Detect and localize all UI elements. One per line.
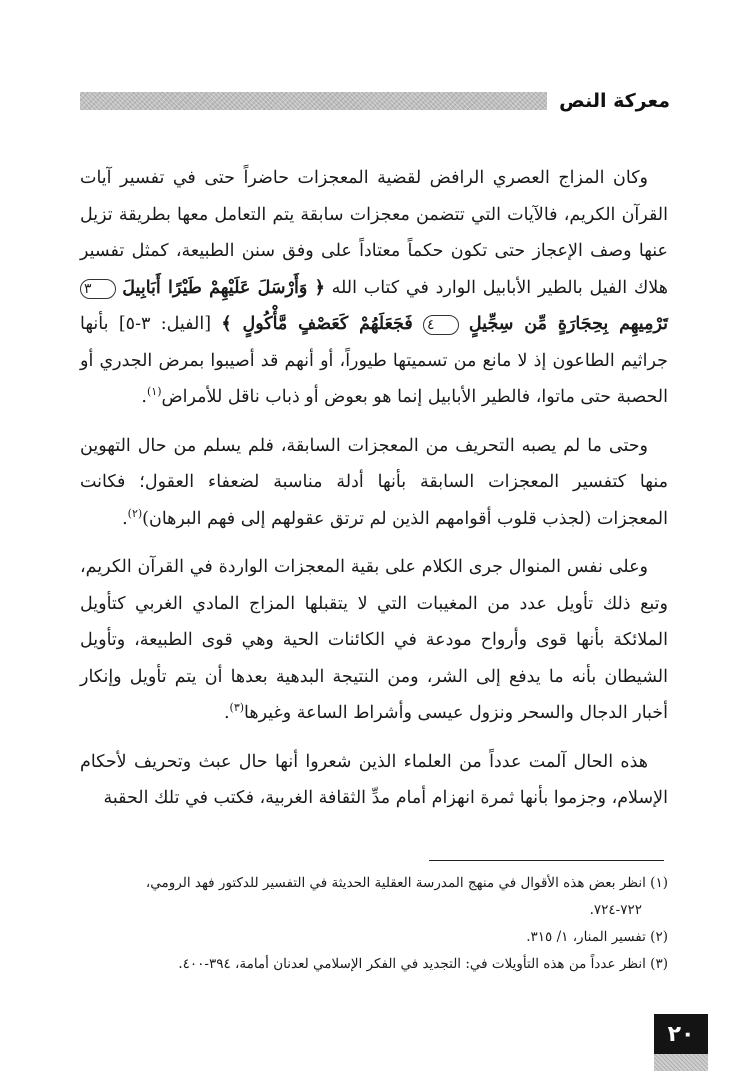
paragraph-3: وعلى نفس المنوال جرى الكلام على بقية المعجزات الواردة في القرآن الكريم، وتبع ذلك تأويل عدد من المغيبات التي لا يتقبلها المزاج المادي الغربي كتأويل الملائكة بأنها قوى وأرواح مودعة في الكائنات الحية وهي قوى الطبيعة، وتأويل الشيطان بأنه ما يدفع إلى الشر، ومن النتيجة البدهية بعدها أن يتم تأويل وإنكار أخبار الدجال والسحر ونزول عيسى وأشراط الساعة وغيرها$^{(٣)}$. xyxy=(80,557,668,723)
footnotes xyxy=(80,870,668,978)
footnote-number: (٢) xyxy=(650,929,668,945)
running-title: معركة النص xyxy=(559,90,670,112)
paragraph-2: وحتى ما لم يصبه التحريف من المعجزات السابقة، فلم يسلم من حال التهوين منها كتفسير المعجزات السابقة بأنها أدلة مناسبة لضعفاء العقول؛ فكانت المعجزات (لجذب قلوب أقوامهم الذين لم ترتق عقولهم إلى فهم البرهان)$^{(٢)}$. xyxy=(80,435,668,529)
quran-verse: تَرْمِيهِم بِحِجَارَةٍ مِّن سِجِّيلٍ xyxy=(468,314,668,334)
footnote-reference[interactable]: (٢) xyxy=(127,506,143,520)
quran-verse: فَجَعَلَهُمْ كَعَصْفٍ مَّأْكُولٍ ﴾ xyxy=(221,314,413,334)
footnote-1: (١) انظر بعض هذه الأقوال في منهج المدرسة العقلية الحديثة في التفسير للدكتور فهد الرومي، xyxy=(145,875,668,891)
footnote-reference[interactable]: (١) xyxy=(146,385,162,399)
page-number-decorative-strip xyxy=(654,1054,708,1071)
footnote-separator xyxy=(429,860,664,861)
footnote-3: (٣) انظر عدداً من هذه التأويلات في: التجديد في الفكر الإسلامي لعدنان أمامة، ٣٩٤-٤٠٠. xyxy=(178,956,668,972)
footnote-number: (١) xyxy=(650,875,668,891)
footnote-1-continuation: ٧٢٢-٧٢٤. xyxy=(589,902,642,918)
footnote-reference[interactable]: (٣) xyxy=(229,701,245,715)
footnote-2: (٢) تفسير المنار، ١/ ٣١٥. xyxy=(526,929,668,945)
verse-citation: [الفيل: ٣-٥] xyxy=(118,314,212,334)
paragraph-1: وكان المزاج العصري الرافض لقضية المعجزات حاضراً حتى في تفسير آيات القرآن الكريم، فالآيات التي تتضمن معجزات سابقة يتم التعامل معها بطريقة تزيل عنها وصف الإعجاز حتى تكون حكماً معتاداً على وفق سنن الطبيعة، كمثل تفسير هلاك الفيل بالطير الأبابيل الوارد في كتاب الله ﴿ وَأَرْسَلَ عَلَيْهِمْ طَيْرًا أَبَابِيلَ ٣ تَرْمِيهِم بِحِجَارَةٍ مِّن سِجِّيلٍ ٤ فَجَعَلَهُمْ كَعَصْفٍ مَّأْكُولٍ ﴾ [الفيل: ٣-٥] بأنها جراثيم الطاعون إذ لا مانع من تسميتها طيوراً، أو أنهم قد أصيبوا بمرض الجدري أو الحصبة حتى ماتوا، فالطير الأبابيل إنما هو بعوض أو ذباب ناقل للأمراض$^{(١)}$. xyxy=(80,168,668,407)
ayah-number-mark: ٣ xyxy=(80,279,116,299)
quran-verse: ﴿ وَأَرْسَلَ عَلَيْهِمْ طَيْرًا أَبَابِيلَ xyxy=(122,277,325,298)
footnote-number: (٣) xyxy=(650,956,668,972)
paragraph-4: هذه الحال آلمت عدداً من العلماء الذين شعروا أنها حال عبث وتحريف لأحكام الإسلام، وجزموا بأنها ثمرة انهزام أمام مدِّ الثقافة الغربية، فكتب في تلك الحقبة xyxy=(80,751,668,808)
ayah-number-mark: ٤ xyxy=(423,315,459,335)
main-text xyxy=(80,160,668,829)
page-number: ٢٠ xyxy=(654,1014,708,1054)
page-header xyxy=(80,88,670,114)
header-decorative-band xyxy=(80,92,547,110)
